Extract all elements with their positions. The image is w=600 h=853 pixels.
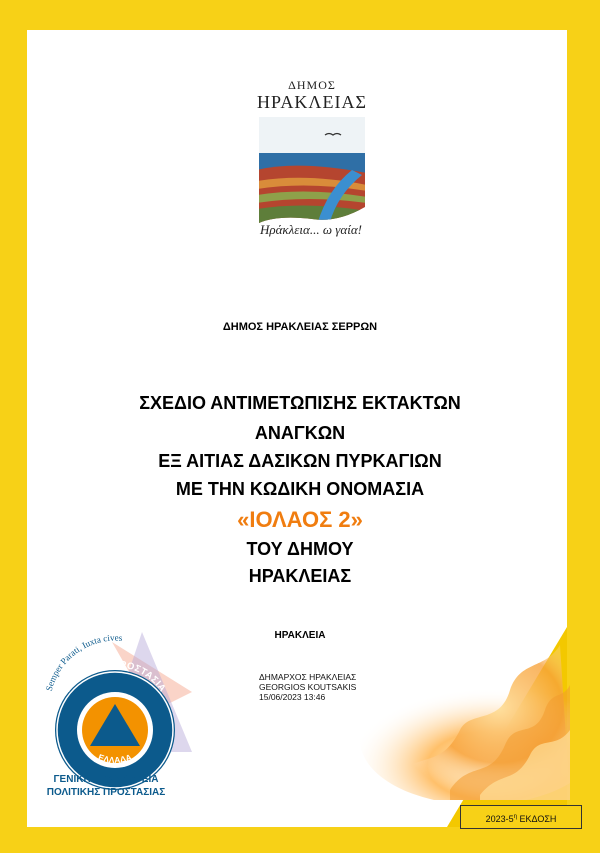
- municipality-name: ΔΗΜΟΣ ΗΡΑΚΛΕΙΑΣ ΣΕΡΡΩΝ: [222, 321, 378, 333]
- logo-slogan: Ηράκλεια... ω γαία!: [259, 222, 363, 237]
- municipality-logo: [247, 78, 377, 237]
- caption-line-2: ΠΟΛΙΤΙΚΗΣ ΠΡΟΣΤΑΣΙΑΣ: [46, 787, 166, 798]
- edition-badge: [460, 805, 582, 829]
- edition-year: 2023-5: [485, 814, 514, 824]
- title-line-3: ΕΞ ΑΙΤΙΑΣ ΔΑΣΙΚΩΝ ΠΥΡΚΑΓΙΩΝ: [158, 451, 442, 471]
- emblem-ring-top-text: ΠΟΛΙΤΙΚΗ ΠΡΟΣΤΑΣΙΑ: [62, 658, 168, 695]
- logo-title-line1: ΔΗΜΟΣ: [288, 78, 336, 92]
- emblem-ring-bottom-text: ΕΛΛΑΔΑ: [96, 751, 134, 765]
- place-name: ΗΡΑΚΛΕΙΑ: [274, 630, 326, 641]
- title-line-2: ΑΝΑΓΚΩΝ: [254, 423, 346, 443]
- signer-name: GEORGIOS KOUTSAKIS: [259, 682, 357, 692]
- edition-label: ΕΚΔΟΣΗ: [516, 814, 557, 824]
- plan-codename: «ΙΟΛΑΟΣ 2»: [237, 507, 363, 532]
- signer-role: ΔΗΜΑΡΧΟΣ ΗΡΑΚΛΕΙΑΣ: [259, 672, 357, 682]
- landscape-emblem-icon: [257, 115, 367, 225]
- title-line-6: ΗΡΑΚΛΕΙΑΣ: [248, 566, 352, 586]
- flames-decoration-icon: [330, 630, 570, 800]
- edition-superscript: η: [513, 814, 517, 820]
- civil-protection-caption: [36, 773, 176, 799]
- emblem-motto: Semper Parati, Iuxta cives: [43, 632, 123, 692]
- title-line-5: ΤΟΥ ΔΗΜΟΥ: [246, 539, 354, 559]
- logo-title-line2: ΗΡΑΚΛΕΙΑΣ: [257, 92, 367, 112]
- caption-line-1: ΓΕΝΙΚΗ ΓΡΑΜΜΑΤΕΙΑ: [53, 774, 159, 785]
- title-line-1: ΣΧΕΔΙΟ ΑΝΤΙΜΕΤΩΠΙΣΗΣ ΕΚΤΑΚΤΩΝ: [139, 393, 461, 413]
- signature-datetime: 15/06/2023 13:46: [259, 692, 326, 702]
- title-line-4: ΜΕ ΤΗΝ ΚΩΔΙΚΗ ΟΝΟΜΑΣΙΑ: [175, 479, 425, 499]
